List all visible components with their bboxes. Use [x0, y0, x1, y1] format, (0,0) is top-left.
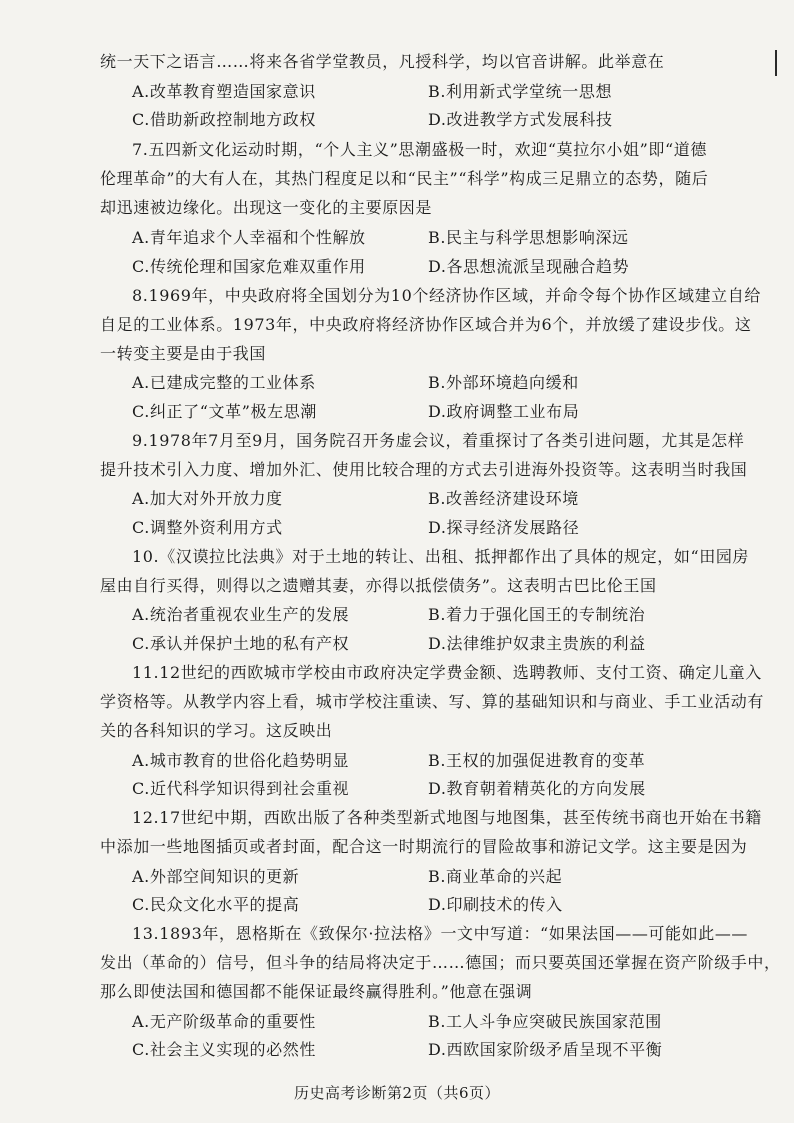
q11-option-a: A.城市教育的世俗化趋势明显 [132, 751, 350, 770]
q11-option-b: B.王权的加强促进教育的变革 [428, 751, 646, 770]
intro-option-a: A.改革教育塑造国家意识 [132, 82, 316, 101]
q11-stem-line: 关的各科知识的学习。这反映出 [100, 721, 333, 740]
q13-stem-line: 发出（革命的）信号，但斗争的结局将决定于……德国；而只要英国还掌握在资产阶级手中， [100, 953, 781, 972]
q8-option-c: C.纠正了“文革”极左思潮 [132, 402, 317, 421]
q10-stem-line: 屋由自行买得，则得以之遗赠其妻，亦得以抵偿债务”。这表明古巴比伦王国 [100, 576, 657, 595]
q12-option-d: D.印刷技术的传入 [428, 895, 563, 914]
intro-option-b: B.利用新式学堂统一思想 [428, 82, 613, 101]
q10-option-a: A.统治者重视农业生产的发展 [132, 605, 350, 624]
q9-option-c: C.调整外资利用方式 [132, 518, 283, 537]
q11-stem-line: 11.12世纪的西欧城市学校由市政府决定学费金额、选聘教师、支付工资、确定儿童入 [132, 663, 762, 682]
q8-stem-line: 一转变主要是由于我国 [100, 344, 267, 363]
q10-option-c: C.承认并保护土地的私有产权 [132, 634, 350, 653]
intro-line: 统一天下之语言……将来各省学堂教员，凡授科学，均以官音讲解。此举意在 [100, 52, 665, 71]
q8-option-b: B.外部环境趋向缓和 [428, 373, 579, 392]
q13-option-d: D.西欧国家阶级矛盾呈现不平衡 [428, 1040, 663, 1059]
intro-option-c: C.借助新政控制地方政权 [132, 110, 316, 129]
q8-option-a: A.已建成完整的工业体系 [132, 373, 316, 392]
q7-option-c: C.传统伦理和国家危难双重作用 [132, 257, 366, 276]
q13-stem-line: 13.1893年，恩格斯在《致保尔·拉法格》一文中写道：“如果法国——可能如此—— [132, 924, 749, 943]
page-footer: 历史高考诊断第2页（共6页） [293, 1084, 501, 1102]
q10-stem-line: 10.《汉谟拉比法典》对于土地的转让、出租、抵押都作出了具体的规定，如“田园房 [132, 547, 750, 566]
q9-stem-line: 提升技术引入力度、增加外汇、使用比较合理的方式去引进海外投资等。这表明当时我国 [100, 460, 748, 479]
q9-option-a: A.加大对外开放力度 [132, 489, 283, 508]
q7-stem-line: 却迅速被边缘化。出现这一变化的主要原因是 [100, 198, 433, 217]
q13-option-b: B.工人斗争应突破民族国家范围 [428, 1012, 662, 1031]
q10-option-d: D.法律维护奴隶主贵族的利益 [428, 634, 646, 653]
q13-stem-line: 那么即使法国和德国都不能保证最终赢得胜利。”他意在强调 [100, 982, 533, 1001]
q13-option-a: A.无产阶级革命的重要性 [132, 1012, 316, 1031]
q11-option-c: C.近代科学知识得到社会重视 [132, 779, 350, 798]
q7-option-b: B.民主与科学思想影响深远 [428, 228, 629, 247]
q8-stem-line: 8.1969年，中央政府将全国划分为10个经济协作区域，并命令每个协作区域建立自给 [132, 286, 761, 305]
q11-option-d: D.教育朝着精英化的方向发展 [428, 779, 646, 798]
q12-stem-line: 中添加一些地图插页或者封面，配合这一时期流行的冒险故事和游记文学。这主要是因为 [100, 837, 748, 856]
q11-stem-line: 学资格等。从教学内容上看，城市学校注重读、写、算的基础知识和与商业、手工业活动有 [100, 692, 765, 711]
q8-stem-line: 自足的工业体系。1973年，中央政府将经济协作区域合并为6个，并放缓了建设步伐。这 [100, 315, 752, 334]
q12-option-c: C.民众文化水平的提高 [132, 895, 300, 914]
q9-option-d: D.探寻经济发展路径 [428, 518, 580, 537]
q7-option-a: A.青年追求个人幸福和个性解放 [132, 228, 366, 247]
scan-edge-mark [775, 50, 777, 76]
q8-option-d: D.政府调整工业布局 [428, 402, 580, 421]
q7-option-d: D.各思想流派呈现融合趋势 [428, 257, 630, 276]
q7-stem-line: 7.五四新文化运动时期，“个人主义”思潮盛极一时，欢迎“莫拉尔小姐”即“道德 [132, 140, 707, 159]
q9-stem-line: 9.1978年7月至9月，国务院召开务虚会议，着重探讨了各类引进问题，尤其是怎样 [132, 431, 745, 450]
q12-option-a: A.外部空间知识的更新 [132, 867, 300, 886]
q12-option-b: B.商业革命的兴起 [428, 867, 563, 886]
q12-stem-line: 12.17世纪中期，西欧出版了各种类型新式地图与地图集，甚至传统书商也开始在书籍 [132, 808, 762, 827]
intro-option-d: D.改进教学方式发展科技 [428, 110, 613, 129]
q13-option-c: C.社会主义实现的必然性 [132, 1040, 316, 1059]
q9-option-b: B.改善经济建设环境 [428, 489, 579, 508]
q7-stem-line: 伦理革命”的大有人在，其热门程度足以和“民主”“科学”构成三足鼎立的态势，随后 [100, 169, 709, 188]
q10-option-b: B.着力于强化国王的专制统治 [428, 605, 646, 624]
